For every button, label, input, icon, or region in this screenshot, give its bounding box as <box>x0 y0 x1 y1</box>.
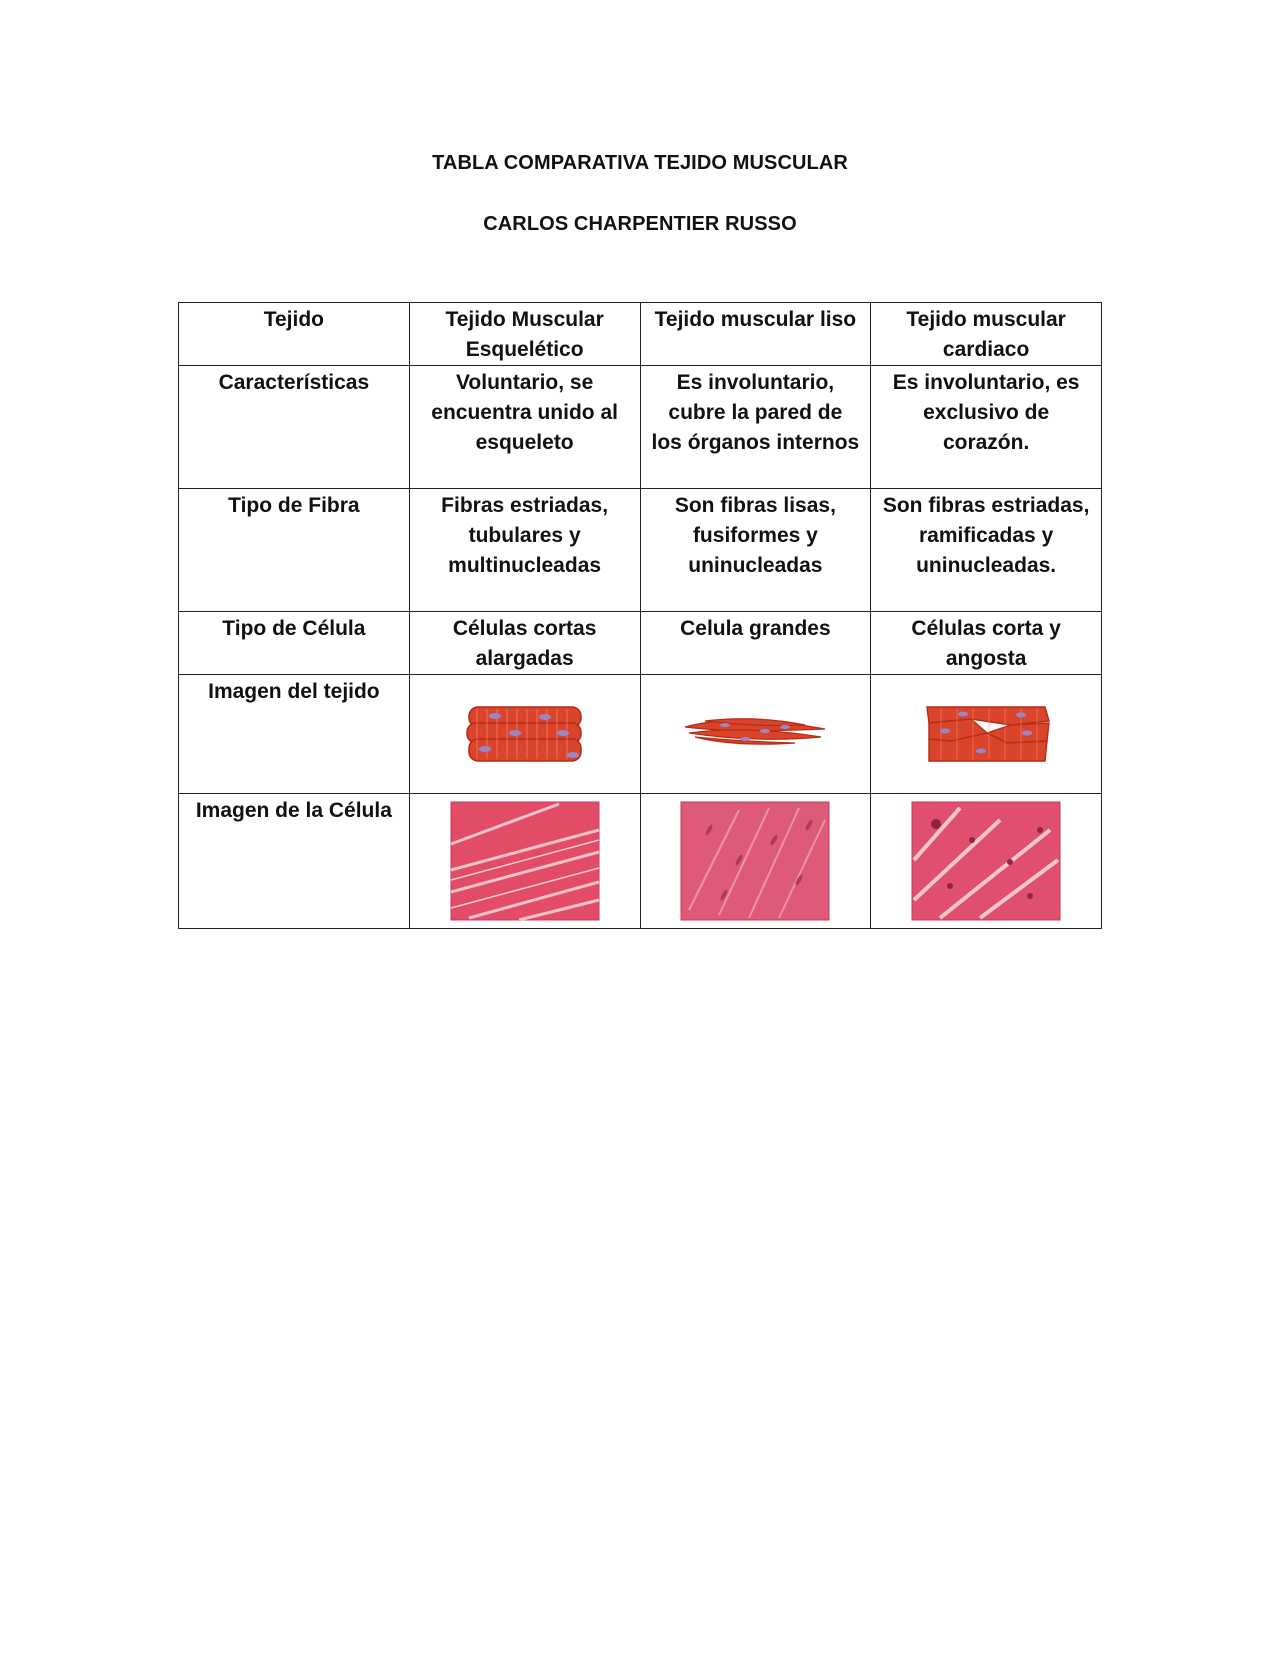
table-cell: Es involuntario, es exclusivo de corazón. <box>871 366 1102 489</box>
document-title: TABLA COMPARATIVA TEJIDO MUSCULAR <box>432 152 848 174</box>
row-label-caracteristicas: Características <box>179 366 410 489</box>
table-row <box>179 489 1102 612</box>
skeletal-tissue-illustration <box>455 681 595 781</box>
cardiac-tissue-image-cell <box>871 675 1102 794</box>
header-cell-skeletal: Tejido Muscular Esquelético <box>409 303 640 366</box>
table-cell: Son fibras estriadas, ramificadas y uninucleadas. <box>871 489 1102 612</box>
table-cell: Celula grandes <box>640 612 871 675</box>
smooth-tissue-illustration <box>675 681 835 781</box>
skeletal-cell-image-cell <box>409 794 640 929</box>
table-row <box>179 366 1102 489</box>
row-label-tipo-celula: Tipo de Célula <box>179 612 410 675</box>
skeletal-cell-micrograph <box>449 800 601 922</box>
table-row <box>179 612 1102 675</box>
header-cell-cardiac: Tejido muscular cardiaco <box>871 303 1102 366</box>
table-cell: Voluntario, se encuentra unido al esqueleto <box>409 366 640 489</box>
table-cell: Son fibras lisas, fusiformes y uninucleadas <box>640 489 871 612</box>
table-header-row <box>179 303 1102 366</box>
table-cell: Células cortas alargadas <box>409 612 640 675</box>
row-label-imagen-tejido: Imagen del tejido <box>179 675 410 794</box>
table-cell: Células corta y angosta <box>871 612 1102 675</box>
comparison-table <box>178 302 1102 929</box>
cardiac-cell-image-cell <box>871 794 1102 929</box>
smooth-tissue-image-cell <box>640 675 871 794</box>
header-cell-tejido: Tejido <box>179 303 410 366</box>
row-label-tipo-fibra: Tipo de Fibra <box>179 489 410 612</box>
skeletal-tissue-image-cell <box>409 675 640 794</box>
table-cell: Es involuntario, cubre la pared de los órganos internos <box>640 366 871 489</box>
row-label-imagen-celula: Imagen de la Célula <box>179 794 410 929</box>
document-author: CARLOS CHARPENTIER RUSSO <box>483 213 797 235</box>
table-cell: Fibras estriadas, tubulares y multinucleadas <box>409 489 640 612</box>
smooth-cell-micrograph <box>679 800 831 922</box>
cardiac-cell-micrograph <box>910 800 1062 922</box>
table-row <box>179 675 1102 794</box>
header-cell-smooth: Tejido muscular liso <box>640 303 871 366</box>
cardiac-tissue-illustration <box>911 681 1061 781</box>
table-row <box>179 794 1102 929</box>
smooth-cell-image-cell <box>640 794 871 929</box>
